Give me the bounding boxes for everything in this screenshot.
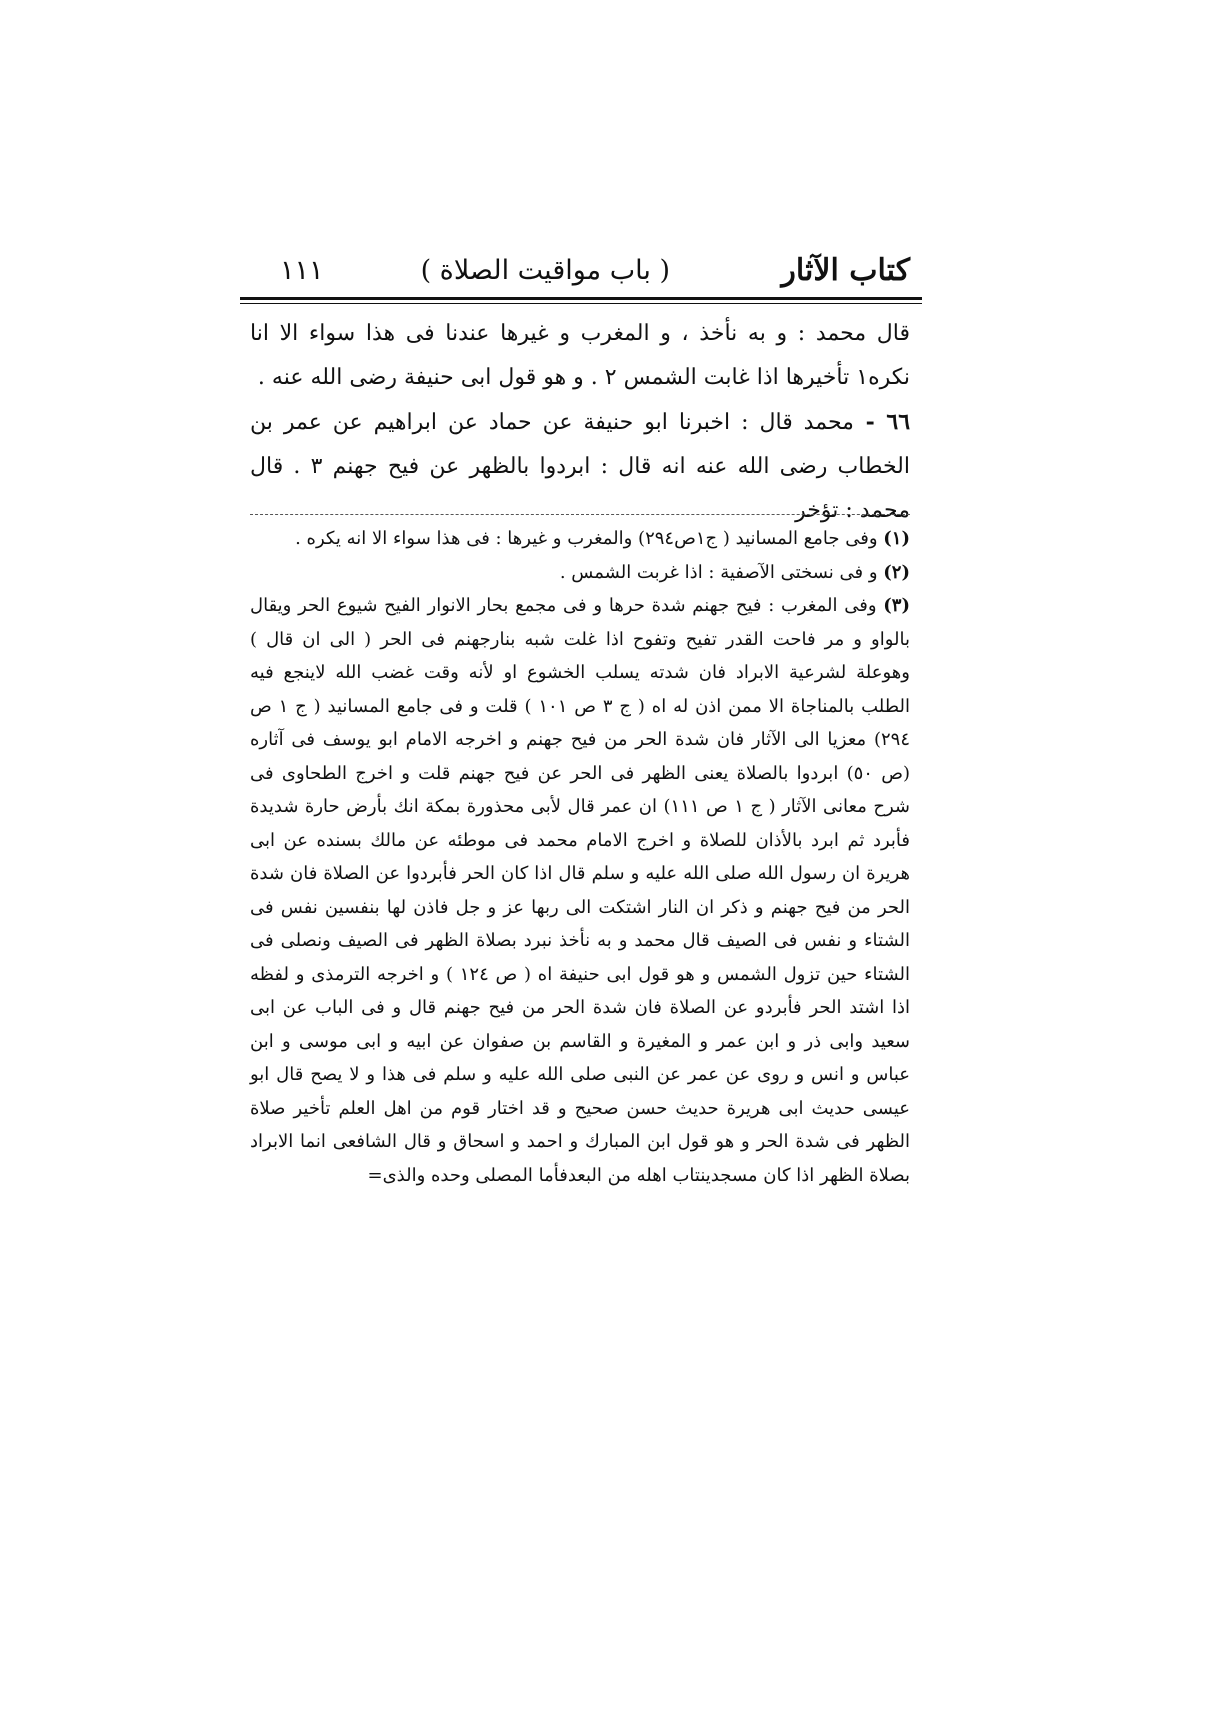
book-title: كتاب الآثار (781, 253, 910, 288)
footnote-3-text: وفى المغرب : فيح جهنم شدة حرها و فى مجمع بحار الانوار الفيح شيوع الحر ويقال بالواو و مر فاحت القدر تفيح وتفوح اذا غلت شبه بنارجهنم فى الحر ( الى ان قال ) وهوعلة لشرعية الابراد فان شدته يسلب الخشوع او لأنه وقت غضب الله لاينجع فيه الطلب بالمناجاة الا ممن اذن له اه ( ج ٣ ص ١٠١ ) قلت و فى جامع المسانيد ( ج ١ ص ٢٩٤) معزيا الى الآثار فان شدة الحر من فيح جهنم و اخرجه الامام ابو يوسف فى آثاره (ص ٥٠) ابردوا بالصلاة يعنى الظهر فى الحر عن فيح جهنم قلت و اخرج الطحاوى فى شرح معانى الآثار ( ج ١ ص ١١١) ان عمر قال لأبى محذورة بمكة انك بأرض حارة شديدة فأبرد ثم ابرد بالأذان للصلاة و اخرج الامام محمد فى موطئه عن مالك بسنده عن ابى هريرة ان رسول الله صلى الله عليه و سلم قال اذا كان الحر فأبردوا عن الصلاة فان شدة الحر من فيح جهنم و ذكر ان النار اشتكت الى ربها عز و جل فاذن لها بنفسين نفس فى الشتاء و نفس فى الصيف قال محمد و به نأخذ نبرد بصلاة الظهر فى الصيف ونصلى فى الشتاء حين تزول الشمس و هو قول ابى حنيفة اه ( ص ١٢٤ ) و اخرجه الترمذى و لفظه اذا اشتد الحر فأبردو عن الصلاة فان شدة الحر من فيح جهنم قال و فى الباب عن ابى سعيد وابى ذر و ابن عمر و المغيرة و القاسم بن صفوان عن ابيه و ابى موسى و ابن عباس و انس و روى عن عمر عن النبى صلى الله عليه و سلم فى هذا و لا يصح قال ابو عيسى حديث ابى هريرة حديث حسن صحيح و قد اختار قوم من اهل العلم تأخير صلاة الظهر فى شدة الحر و هو قول ابن المبارك و احمد و اسحاق و قال الشافعى انما الابراد بصلاة الظهر اذا كان مسجدينتاب اهله من البعدفأما المصلى وحده والذى= (250, 595, 910, 1186)
page-header (240, 248, 920, 294)
main-text (250, 312, 910, 533)
footnote-2 (250, 556, 910, 590)
footnote-3-marker: (٣) (883, 595, 910, 616)
footnote-2-marker: (٢) (883, 561, 910, 583)
footnote-3 (250, 589, 910, 1192)
footnote-2-text: و فى نسختى الآصفية : اذا غربت الشمس . (559, 561, 878, 583)
page-number: ١١١ (280, 255, 324, 286)
header-rule-thick (240, 297, 922, 300)
footnote-separator (250, 514, 910, 515)
footnote-1-text: وفى جامع المسانيد ( ج١ص٢٩٤) والمغرب و غيرها : فى هذا سواء الا انه يكره . (295, 528, 878, 549)
footnote-1 (250, 522, 910, 556)
main-paragraph-1: قال محمد : و به نأخذ ، و المغرب و غيرها عندنا فى هذا سواء الا انا نكره١ تأخيرها اذا غابت الشمس ٢ . و هو قول ابى حنيفة رضى الله عنه . (250, 321, 910, 390)
footnote-1-marker: (١) (883, 528, 910, 549)
hadith-number: ٦٦ - (853, 409, 911, 435)
footnotes (250, 522, 910, 1192)
hadith-text: محمد قال : اخبرنا ابو حنيفة عن حماد عن ابراهيم عن عمر بن الخطاب رضى الله عنه انه قال : ابردوا بالظهر عن فيح جهنم ٣ . قال محمد : تؤخر (250, 410, 910, 523)
chapter-title: ( باب مواقيت الصلاة ) (420, 255, 670, 286)
header-rule-thin (240, 303, 922, 304)
